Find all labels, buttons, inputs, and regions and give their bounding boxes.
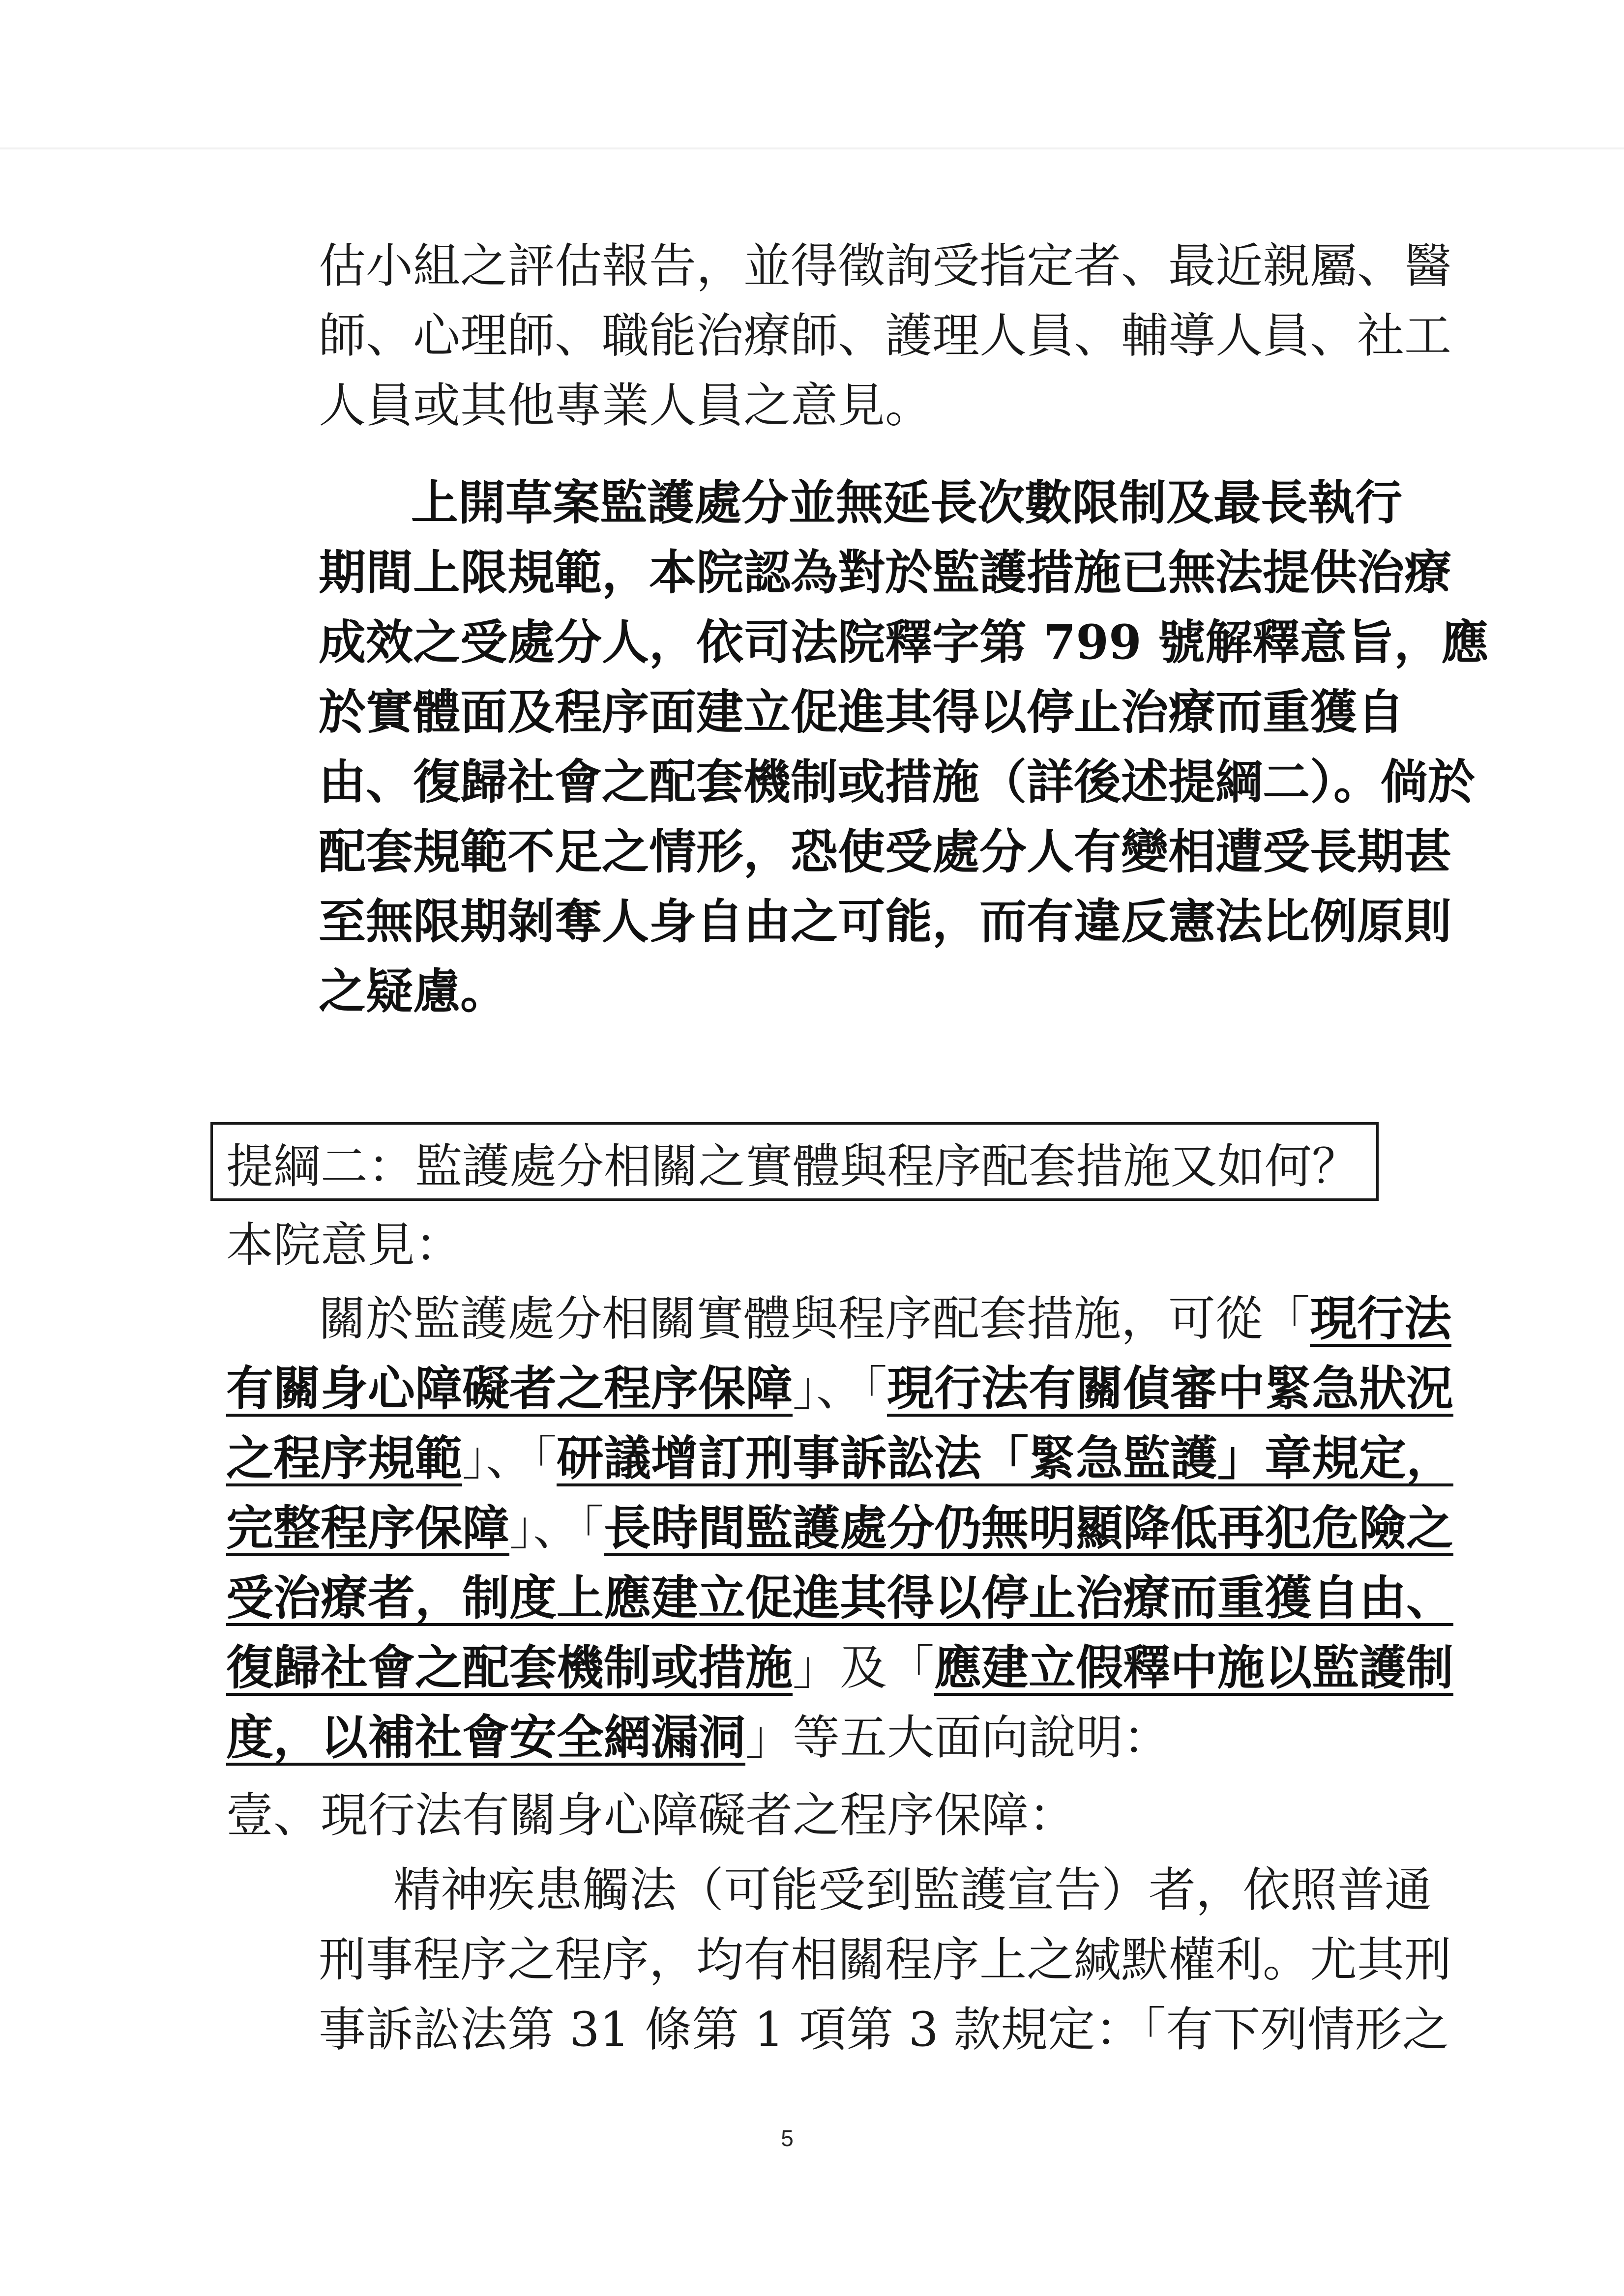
bold-paragraph-line: 至無限期剝奪人身自由之可能，而有違反憲法比例原則 (319, 894, 1451, 949)
underlined-phrase: 現行法 (1310, 1291, 1451, 1346)
scan-edge-shadow (0, 147, 1624, 149)
opinion-text: 」及「 (793, 1640, 934, 1695)
opinion-line (226, 1361, 1453, 1416)
opinion-line (226, 1500, 1453, 1556)
opinion-line (226, 1640, 1453, 1695)
opinion-text: 關於監護處分相關實體與程序配套措施，可從「 (319, 1291, 1310, 1346)
opinion-text: 」等五大面向說明： (745, 1710, 1170, 1765)
bold-paragraph-line: 配套規範不足之情形，恐使受處分人有變相遭受長期甚 (319, 824, 1451, 879)
opinion-text: 」、「 (509, 1501, 604, 1556)
opinion-text: 」、「 (462, 1431, 557, 1486)
underlined-phrase: 復歸社會之配套機制或措施 (226, 1640, 793, 1695)
underlined-phrase: 應建立假釋中施以監護制 (934, 1640, 1453, 1695)
opinion-text: 」、「 (793, 1361, 887, 1416)
opinion-line (319, 1291, 1451, 1346)
opinion-label: 本院意見： (226, 1218, 462, 1273)
bold-paragraph-line: 成效之受處分人，依司法院釋字第 799 號解釋意旨，應 (319, 614, 1489, 670)
opinion-line (226, 1711, 1170, 1765)
bold-paragraph-line: 期間上限規範，本院認為對於監護措施已無法提供治療 (319, 545, 1451, 600)
paragraph-line: 師、心理師、職能治療師、護理人員、輔導人員、社工 (319, 308, 1451, 363)
underlined-phrase: 度，以補社會安全網漏洞 (226, 1710, 745, 1765)
opinion-line (226, 1570, 1453, 1626)
paragraph-line: 估小組之評估報告，並得徵詢受指定者、最近親屬、醫 (319, 238, 1451, 293)
underlined-phrase: 有關身心障礙者之程序保障 (226, 1361, 793, 1416)
bold-paragraph-line: 於實體面及程序面建立促進其得以停止治療而重獲自 (319, 684, 1404, 740)
bold-paragraph-line: 上開草案監護處分並無延長次數限制及最長執行 (411, 475, 1402, 530)
outline-heading: 提綱二：監護處分相關之實體與程序配套措施又如何？ (226, 1139, 1359, 1194)
opinion-line (226, 1430, 1453, 1486)
bold-paragraph-line: 由、復歸社會之配套機制或措施（詳後述提綱二）。倘於 (319, 754, 1475, 810)
page-number: 5 (781, 2125, 794, 2151)
paragraph-line: 人員或其他專業人員之意見。 (319, 378, 932, 433)
underlined-phrase: 之程序規範 (226, 1430, 462, 1486)
section-paragraph-line: 刑事程序之程序，均有相關程序上之緘默權利。尤其刑 (319, 1932, 1451, 1987)
underlined-phrase: 長時間監護處分仍無明顯降低再犯危險之 (604, 1500, 1453, 1556)
section-heading: 壹、現行法有關身心障礙者之程序保障： (226, 1788, 1076, 1843)
section-paragraph-line: 精神疾患觸法（可能受到監護宣告）者，依照普通 (393, 1862, 1432, 1918)
underlined-phrase: 完整程序保障 (226, 1500, 509, 1556)
underlined-phrase: 現行法有關偵審中緊急狀況 (887, 1361, 1453, 1416)
bold-paragraph-line: 之疑慮。 (319, 963, 507, 1019)
underlined-phrase: 研議增訂刑事訴訟法「緊急監護」章規定， (557, 1430, 1453, 1486)
underlined-phrase: 受治療者，制度上應建立促進其得以停止治療而重獲自由、 (226, 1570, 1453, 1626)
section-paragraph-line: 事訴訟法第 31 條第 1 項第 3 款規定：「有下列情形之 (319, 2002, 1449, 2057)
